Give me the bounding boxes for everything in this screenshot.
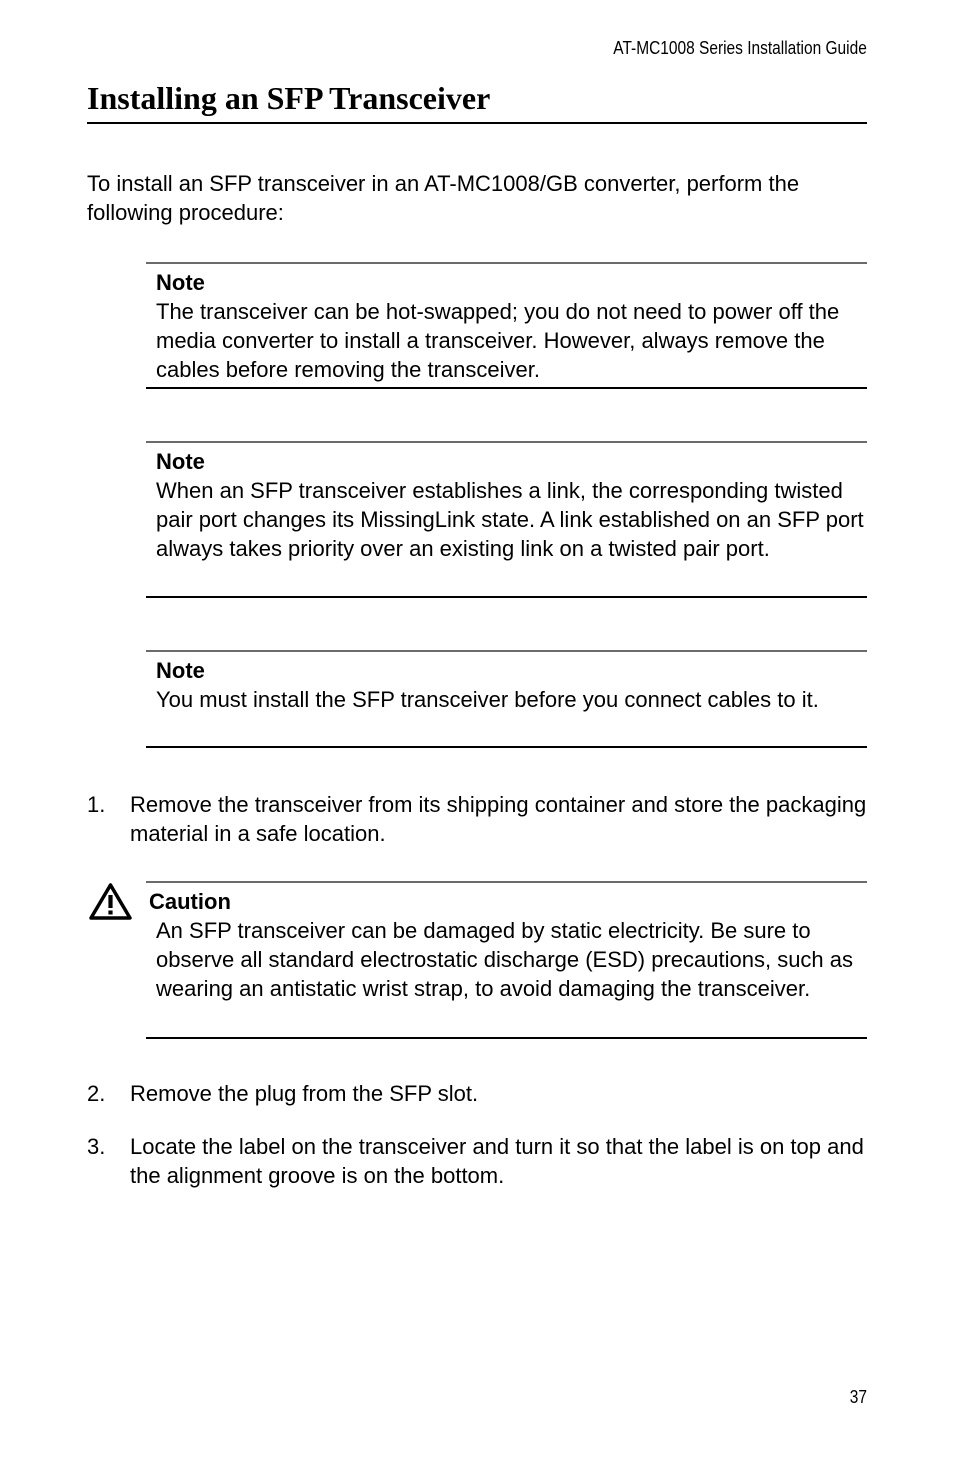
step-text: Locate the label on the transceiver and turn it so that the label is on top and the alignment groove is on the bottom. xyxy=(130,1134,864,1188)
note-box-hot-swap xyxy=(146,262,867,389)
note-heading: Note xyxy=(156,658,205,683)
step-number: 2. xyxy=(87,1081,106,1106)
step-text: Remove the transceiver from its shipping container and store the packaging material in a safe location. xyxy=(130,792,867,846)
step-text: Remove the plug from the SFP slot. xyxy=(130,1081,479,1106)
page-number: 37 xyxy=(849,1387,867,1407)
caution-body: An SFP transceiver can be damaged by static electricity. Be sure to observe all standard electrostatic discharge (ESD) precautions, such as wearing an antistatic wrist strap, to avoid damaging the transceiver. xyxy=(156,918,854,1001)
note-body: When an SFP transceiver establishes a link, the corresponding twisted pair port changes its MissingLink state. A link established on an SFP port always takes priority over an existing link on a twisted pair port. xyxy=(156,478,864,561)
note-body: You must install the SFP transceiver before you connect cables to it. xyxy=(156,687,819,712)
step-3 xyxy=(87,1132,867,1190)
caution-box xyxy=(146,881,867,1039)
caution-heading: Caution xyxy=(149,889,231,914)
step-number: 1. xyxy=(87,792,106,817)
running-header: AT-MC1008 Series Installation Guide xyxy=(613,38,867,58)
note-heading: Note xyxy=(156,270,205,295)
step-number: 3. xyxy=(87,1134,106,1159)
intro-paragraph: To install an SFP transceiver in an AT-MC1008/GB converter, perform the following procedure: xyxy=(87,171,800,225)
note-box-missinglink xyxy=(146,441,867,598)
note-heading: Note xyxy=(156,449,205,474)
note-body: The transceiver can be hot-swapped; you do not need to power off the media converter to install a transceiver. However, always remove the cables before removing the transceiver. xyxy=(156,299,840,382)
title-rule xyxy=(87,122,867,124)
step-2 xyxy=(87,1079,867,1108)
warning-triangle-icon xyxy=(89,883,132,920)
step-1 xyxy=(87,790,867,848)
note-box-install-order xyxy=(146,650,867,748)
section-title: Installing an SFP Transceiver xyxy=(87,80,491,116)
